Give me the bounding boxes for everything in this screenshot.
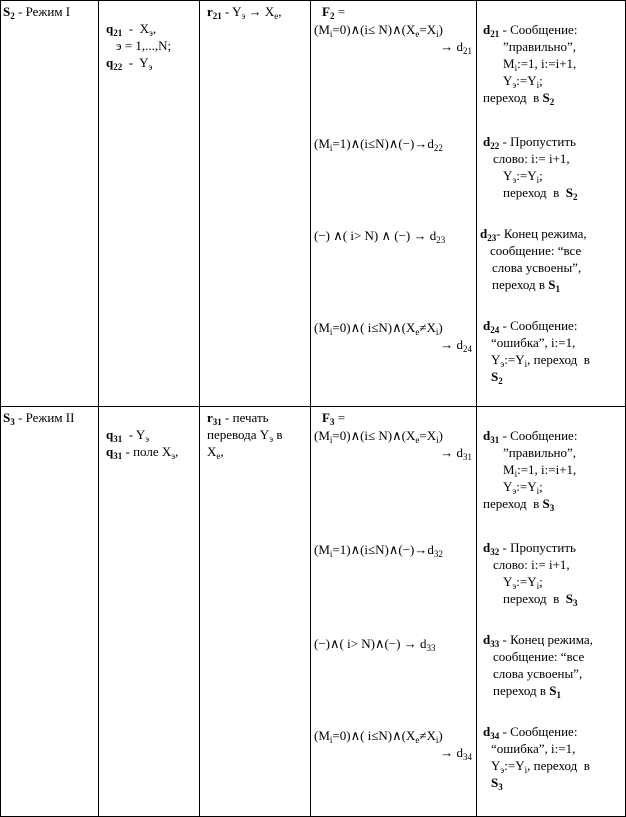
condition-item: $(M_i=1)\wedge(i\le N)\wedge(-)\to d_{22}$ (314, 136, 443, 153)
state-cell: $S_2$ - Режим I (3, 4, 71, 21)
column-divider (310, 0, 311, 817)
function-title: $F_2$ = (322, 4, 346, 21)
input-cell: $q_{31} - Y_э$ $q_{31}$ - поле $X_э$, (106, 426, 179, 461)
condition-item: $(M_i=0)\wedge$( $i\le N)\wedge(X_e\ne X_i)$ → $d_{34}$ (314, 728, 472, 762)
input-cell: $q_{21} - X_э$, э = 1,...,N; $q_{22} - Y_э$ (106, 20, 172, 72)
condition-item: (−) ∧( i> N) ∧ (−) → $d_{23}$ (314, 228, 446, 245)
action-item: $d_{22}$ - Пропустить слово: i:= i+1, $Y_э:=Y_i$; переход в $S_2$ (483, 134, 578, 202)
row-divider (0, 406, 626, 407)
table-border-top (0, 0, 626, 1)
action-item: $d_{32}$ - Пропустить слово: i:= i+1, $Y_э:=Y_i$; переход в $S_3$ (483, 540, 578, 608)
column-divider (98, 0, 99, 817)
action-item: $d_{21}$ - Сообщение: ”правильно”, $M_i:=1$, i:=i+1, $Y_э:=Y_i$; переход в $S_2$ (483, 22, 578, 107)
output-cell: $r_{21} - Y_э \to X_e$, (207, 4, 282, 21)
state-cell: $S_3$ - Режим II (3, 410, 75, 427)
condition-item: $(M_i=0)\wedge(i\le$ $N)\wedge(X_e=X_i)$ → $d_{21}$ (314, 22, 472, 56)
action-item: $d_{34}$ - Сообщение: “ошибка”, i:=1, $Y_э:=Y_i$, переход в $S_3$ (483, 724, 590, 792)
function-title: $F_3$ = (322, 410, 346, 427)
condition-item: $(M_i=0)\wedge$( $i\le N)\wedge(X_e\ne X_i)$ → $d_{24}$ (314, 320, 472, 354)
column-divider (199, 0, 200, 817)
condition-item: $(M_i=1)\wedge(i\le N)\wedge(-)\to d_{32}$ (314, 542, 443, 559)
condition-item: (−)∧( i> N)∧(−) → $d_{33}$ (314, 636, 436, 653)
condition-item: $(M_i=0)\wedge(i\le$ $N)\wedge(X_e=X_i)$ → $d_{31}$ (314, 428, 472, 462)
action-item: $d_{23}-$ Конец режима, сообщение: “все слова усвоены”, переход в $S_1$ (480, 226, 587, 294)
action-item: $d_{31}$ - Сообщение: ”правильно”, $M_i:=1$, i:=i+1, $Y_э:=Y_i$; переход в $S_3$ (483, 428, 578, 513)
column-divider (476, 0, 477, 817)
action-item: $d_{33}$ - Конец режима, сообщение: “все слова усвоены”, переход в $S_1$ (483, 632, 593, 700)
output-cell: $r_{31}$ - печать перевода $Y_э$ в $X_e$, (207, 410, 283, 461)
action-item: $d_{24}$ - Сообщение: “ошибка”, i:=1, $Y_э:=Y_i$, переход в $S_2$ (483, 318, 590, 386)
table-border-left (0, 0, 1, 817)
